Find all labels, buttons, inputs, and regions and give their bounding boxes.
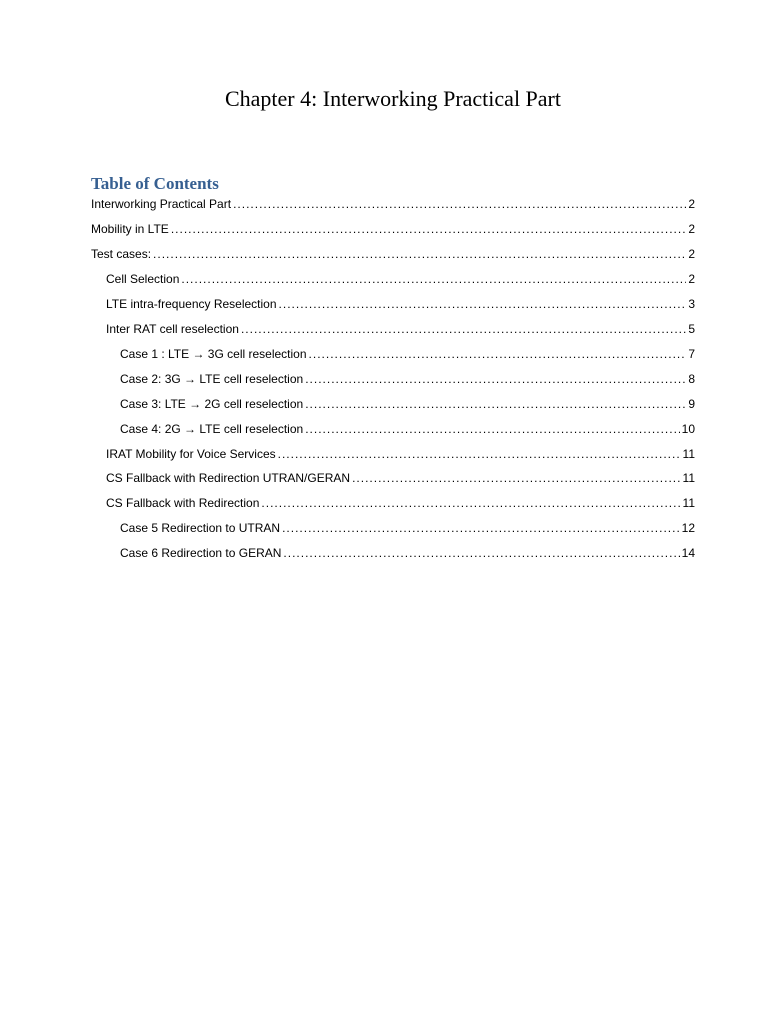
- toc-page-number: 8: [688, 372, 695, 386]
- toc-entry-label: IRAT Mobility for Voice Services: [106, 447, 276, 461]
- toc-dot-leader: [278, 443, 681, 465]
- toc-entry[interactable]: [120, 517, 695, 539]
- toc-entry[interactable]: [106, 443, 695, 465]
- toc-entry[interactable]: [120, 542, 695, 564]
- toc-dot-leader: [283, 542, 679, 564]
- toc-entry-label: Case 4: 2G → LTE cell reselection: [120, 422, 304, 436]
- toc-entry-label: Test cases:: [91, 247, 152, 261]
- toc-page-number: 3: [688, 297, 695, 311]
- toc-entry[interactable]: [120, 418, 695, 440]
- toc-dot-leader: [241, 318, 686, 340]
- toc-page-number: 5: [688, 322, 695, 336]
- toc-entry[interactable]: [91, 243, 695, 265]
- toc-entry[interactable]: [106, 467, 695, 489]
- toc-page-number: 9: [688, 397, 695, 411]
- toc-entry-label: Case 1 : LTE → 3G cell reselection: [120, 347, 307, 361]
- toc-entry-label: Mobility in LTE: [91, 222, 169, 236]
- toc-dot-leader: [282, 517, 680, 539]
- toc-dot-leader: [309, 343, 687, 365]
- toc-dot-leader: [233, 193, 686, 215]
- toc-entry-label: CS Fallback with Redirection: [106, 496, 260, 510]
- toc-entry[interactable]: [91, 218, 695, 240]
- toc-dot-leader: [279, 293, 687, 315]
- toc-dot-leader: [181, 268, 686, 290]
- toc-page-number: 2: [688, 247, 695, 261]
- toc-page-number: 2: [688, 272, 695, 286]
- toc-entry[interactable]: [106, 492, 695, 514]
- toc-dot-leader: [261, 492, 680, 514]
- toc-entry-label: Cell Selection: [106, 272, 180, 286]
- toc-entry-label: CS Fallback with Redirection UTRAN/GERAN: [106, 471, 351, 485]
- toc-entry-label: Case 5 Redirection to UTRAN: [120, 521, 281, 535]
- toc-page-number: 14: [681, 546, 695, 560]
- toc-page-number: 2: [688, 222, 695, 236]
- toc-dot-leader: [305, 368, 686, 390]
- toc-entry[interactable]: [106, 293, 695, 315]
- toc-dot-leader: [305, 418, 679, 440]
- toc-dot-leader: [153, 243, 686, 265]
- toc-entry[interactable]: [106, 318, 695, 340]
- toc-entry-label: Case 2: 3G → LTE cell reselection: [120, 372, 304, 386]
- toc-page-number: 12: [681, 521, 695, 535]
- toc-page-number: 11: [682, 447, 695, 461]
- toc-page-number: 2: [688, 197, 695, 211]
- toc-dot-leader: [352, 467, 680, 489]
- toc-page-number: 11: [682, 471, 695, 485]
- toc-entry-label: Case 3: LTE → 2G cell reselection: [120, 397, 304, 411]
- toc-entry[interactable]: [120, 343, 695, 365]
- toc-page-number: 7: [688, 347, 695, 361]
- toc-dot-leader: [171, 218, 687, 240]
- toc-page-number: 10: [681, 422, 695, 436]
- chapter-title: Chapter 4: Interworking Practical Part: [224, 86, 561, 111]
- toc-page-number: 11: [682, 496, 695, 510]
- toc-entry-label: Interworking Practical Part: [91, 197, 232, 211]
- toc-entry[interactable]: [120, 368, 695, 390]
- toc-entry[interactable]: [91, 193, 695, 215]
- toc-entry-label: Inter RAT cell reselection: [106, 322, 239, 336]
- toc-heading: Table of Contents: [91, 174, 219, 193]
- toc-entry[interactable]: [106, 268, 695, 290]
- toc-entry-label: Case 6 Redirection to GERAN: [120, 546, 282, 560]
- toc-entry-label: LTE intra-frequency Reselection: [106, 297, 277, 311]
- toc-entry[interactable]: [120, 393, 695, 415]
- toc-dot-leader: [305, 393, 686, 415]
